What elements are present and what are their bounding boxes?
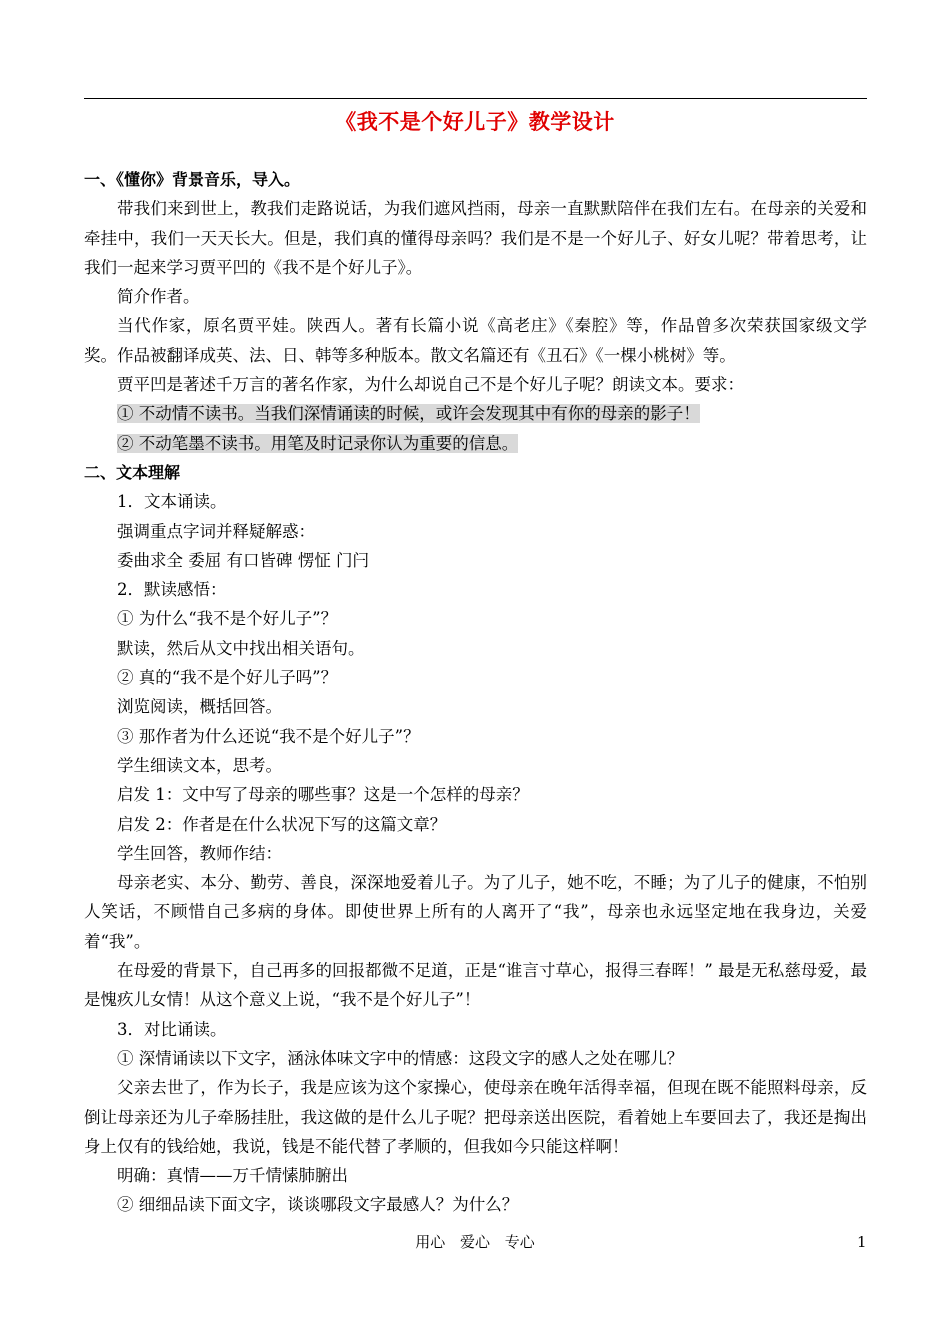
list-item: 强调重点字词并释疑解惑： <box>117 521 315 541</box>
requirement-2: ② 不动笔墨不读书。用笔及时记录你认为重要的信息。 <box>117 433 519 453</box>
section2-heading: 二、文本理解 <box>84 462 181 482</box>
list-item: ① 为什么“我不是个好儿子”？ <box>117 609 338 629</box>
document-body <box>84 165 867 1220</box>
header-rule <box>84 98 867 99</box>
list-item: ② 真的“我不是个好儿子吗”？ <box>117 668 338 688</box>
requirement-1: ① 不动情不读书。当我们深情诵读的时候，或许会发现其中有你的母亲的影子！ <box>117 404 700 424</box>
list-item: 学生回答，教师作结： <box>117 843 282 863</box>
list-item: 2．默读感悟： <box>117 580 227 600</box>
list-item: 默读，然后从文中找出相关语句。 <box>117 638 365 658</box>
section1-heading: 一、《懂你》背景音乐，导入。 <box>84 170 301 189</box>
list-item: 启发 1：文中写了母亲的哪些事？这是一个怎样的母亲？ <box>117 785 529 805</box>
author-label: 简介作者。 <box>117 287 200 307</box>
item-3-question-1: ① 深情诵读以下文字，涵泳体味文字中的情感：这段文字的感人之处在哪儿？ <box>117 1048 684 1068</box>
page-number: 1 <box>857 1233 867 1251</box>
list-item: 浏览阅读，概括回答。 <box>117 697 282 717</box>
list-item: 委曲求全 委屈 有口皆碑 愣怔 门闩 <box>117 550 369 570</box>
item-3-question-2: ② 细细品读下面文字，谈谈哪段文字最感人？为什么？ <box>117 1195 519 1215</box>
clarify-line: 明确：真情——万千情愫肺腑出 <box>117 1166 348 1186</box>
intro-paragraph: 带我们来到世上，教我们走路说话，为我们遮风挡雨，母亲一直默默陪伴在我们左右。在母亲的关爱和牵挂中，我们一天天长大。但是，我们真的懂得母亲吗？我们是不是一个好儿子、好女儿呢？带着思考，让我们一起来学习贾平凹的《我不是个好儿子》。 <box>84 199 867 277</box>
list-item: 学生细读文本，思考。 <box>117 755 282 775</box>
list-item: 1．文本诵读。 <box>117 492 227 512</box>
list-item: ③ 那作者为什么还说“我不是个好儿子”？ <box>117 726 420 746</box>
reading-question: 贾平凹是著述千万言的著名作家，为什么却说自己不是个好儿子呢？朗读文本。要求： <box>117 375 744 395</box>
quote-paragraph: 父亲去世了，作为长子，我是应该为这个家操心，使母亲在晚年活得幸福，但现在既不能照料母亲，反倒让母亲还为儿子牵肠挂肚，我这做的是什么儿子呢？把母亲送出医院，看着她上车要回去了，我还是掏出身上仅有的钱给她，我说，钱是不能代替了孝顺的，但我如今只能这样啊！ <box>84 1078 867 1156</box>
author-paragraph: 当代作家，原名贾平娃。陕西人。著有长篇小说《高老庄》《秦腔》等，作品曾多次荣获国家级文学奖。作品被翻译成英、法、日、韩等多种版本。散文名篇还有《丑石》《一棵小桃树》等。 <box>84 316 867 365</box>
footer-motto: 用心 爱心 专心 <box>415 1233 535 1251</box>
item-3-heading: 3．对比诵读。 <box>117 1019 227 1039</box>
summary-paragraph-1: 母亲老实、本分、勤劳、善良，深深地爱着儿子。为了儿子，她不吃，不睡；为了儿子的健康，不怕别人笑话，不顾惜自己多病的身体。即使世界上所有的人离开了“我”，母亲也永远坚定地在我身边，关爱着“我”。 <box>84 873 867 951</box>
page-title: 《我不是个好儿子》教学设计 <box>335 109 615 134</box>
list-item: 启发 2：作者是在什么状况下写的这篇文章？ <box>117 814 447 834</box>
summary-paragraph-2: 在母爱的背景下，自己再多的回报都微不足道，正是“谁言寸草心，报得三春晖！” 最是无私慈母爱，最是愧疚儿女情！从这个意义上说，“我不是个好儿子”！ <box>84 961 867 1010</box>
